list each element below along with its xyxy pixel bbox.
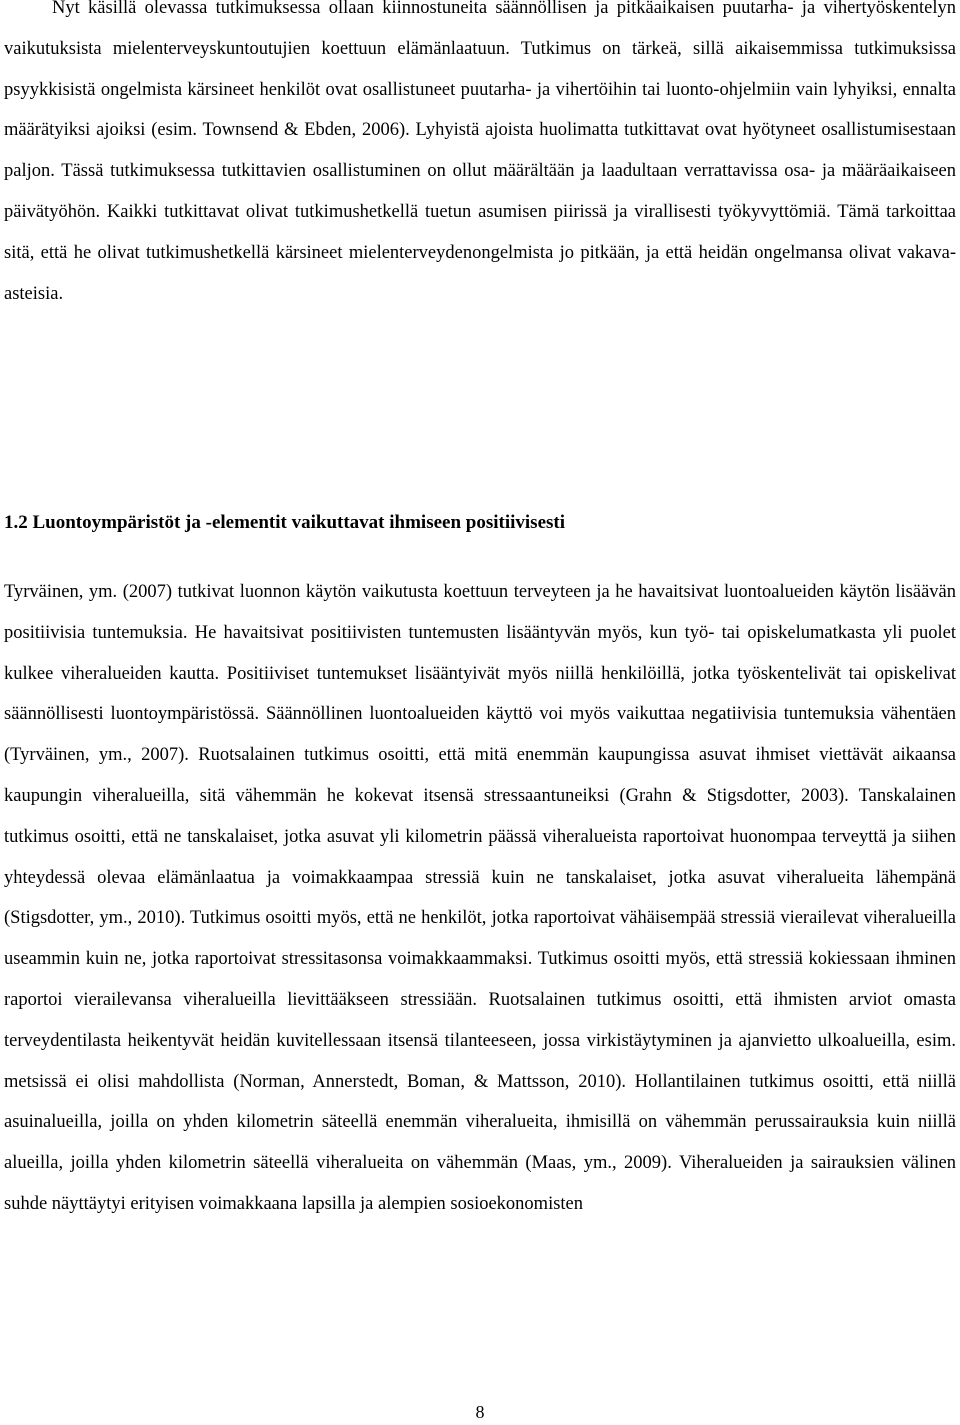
body-paragraph: Tyrväinen, ym. (2007) tutkivat luonnon käytön vaikutusta koettuun terveyteen ja he havaitsivat luontoalueiden käytön lisäävän positiivisia tuntemuksia. He havaitsivat positiivisten tuntemusten lisääntyvän myös, kun työ- tai opiskelumatkasta yli puolet kulkee viheralueiden kautta. Positiiviset tuntemukset lisääntyivät myös niillä henkilöillä, jotka työskentelivät tai opiskelivat säännöllisesti luontoympäristössä. Säännöllinen luontoalueiden käyttö voi myös vaikuttaa negatiivisia tuntemuksia vähentäen (Tyrväinen, ym., 2007). Ruotsalainen tutkimus osoitti, että mitä enemmän kaupungissa asuvat ihmiset viettävät aikaansa kaupungin viheralueilla, sitä vähemmän he kokevat itsensä stressaantuneiksi (Grahn & Stigsdotter, 2003). Tanskalainen tutkimus osoitti, että ne tanskalaiset, jotka asuvat yli kilometrin päässä viheralueista raportoivat huonompaa terveyttä ja siihen yhteydessä olevaa elämänlaatua ja voimakkaampaa stressiä kuin ne tanskalaiset, jotka asuvat viheralueita lähempänä (Stigsdotter, ym., 2010). Tutkimus osoitti myös, että ne henkilöt, jotka raportoivat vähäisempää stressiä vierailevat viheralueilla useammin kuin ne, jotka raportoivat stressitasonsa voimakkaammaksi. Tutkimus osoitti myös, että stressiä kokiessaan ihminen raportoi vierailevansa viheralueilla lievittääkseen stressiään. Ruotsalainen tutkimus osoitti, että ihmisten arviot omasta terveydentilasta heikentyvät heidän kuvitellessaan itsensä tilanteeseen, jossa virkistäytyminen ja ajanvietto ulkoalueilla, esim. metsissä ei olisi mahdollista (Norman, Annerstedt, Boman, & Mattsson, 2010). Hollantilainen tutkimus osoitti, että niillä asuinalueilla, joilla on yhden kilometrin säteellä enemmän viheralueita, ihmisillä on vähemmän perussairauksia kuin niillä alueilla, joilla yhden kilometrin säteellä viheralueita on vähemmän (Maas, ym., 2009). Viheralueiden ja sairauksien välinen suhde näyttäytyi erityisen voimakkaana lapsilla ja alempien sosioekonomisten [4,582,956,1214]
page-number: 8 [475,1402,485,1422]
document-page [4,0,956,1214]
intro-paragraph: Nyt käsillä olevassa tutkimuksessa ollaan kiinnostuneita säännöllisen ja pitkäaikaisen puutarha- ja vihertyöskentelyn vaikutuksista mielenterveyskuntoutujien koettuun elämänlaatuun. Tutkimus on tärkeä, sillä aikaisemmissa tutkimuksissa psyykkisistä ongelmista kärsineet henkilöt ovat osallistuneet puutarha- ja vihertöihin tai luonto-ohjelmiin vain lyhyiksi, ennalta määrätyiksi ajoiksi (esim. Townsend & Ebden, 2006). Lyhyistä ajoista huolimatta tutkittavat ovat hyötyneet osallistumisestaan paljon. Tässä tutkimuksessa tutkittavien osallistuminen on ollut määrältään ja laadultaan verrattavissa osa- ja määräaikaiseen päivätyöhön. Kaikki tutkittavat olivat tutkimushetkellä tuetun asumisen piirissä ja virallisesti työkyvyttömiä. Tämä tarkoittaa sitä, että he olivat tutkimushetkellä kärsineet mielenterveydenongelmista jo pitkään, ja että heidän ongelmansa olivat vakava-asteisia. [4,0,956,304]
section-heading: 1.2 Luontoympäristöt ja -elementit vaikuttavat ihmiseen positiivisesti [4,512,566,533]
